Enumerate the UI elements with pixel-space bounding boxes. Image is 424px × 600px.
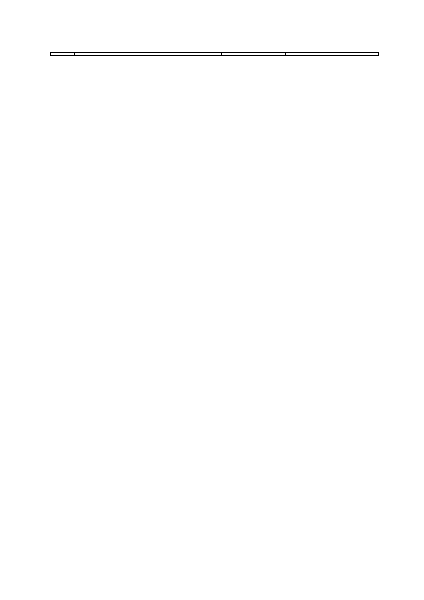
balloon-border-right — [394, 20, 424, 580]
header-date — [222, 53, 286, 56]
balloon-border-left — [0, 20, 30, 580]
balloon-border-top — [0, 0, 424, 20]
document-page — [50, 38, 378, 56]
header-content — [75, 53, 222, 56]
header-resp — [286, 53, 379, 56]
table-header-row — [51, 53, 379, 56]
header-num — [51, 53, 75, 56]
plan-table-stage-2 — [50, 52, 379, 56]
balloon-border-bottom — [0, 580, 424, 600]
